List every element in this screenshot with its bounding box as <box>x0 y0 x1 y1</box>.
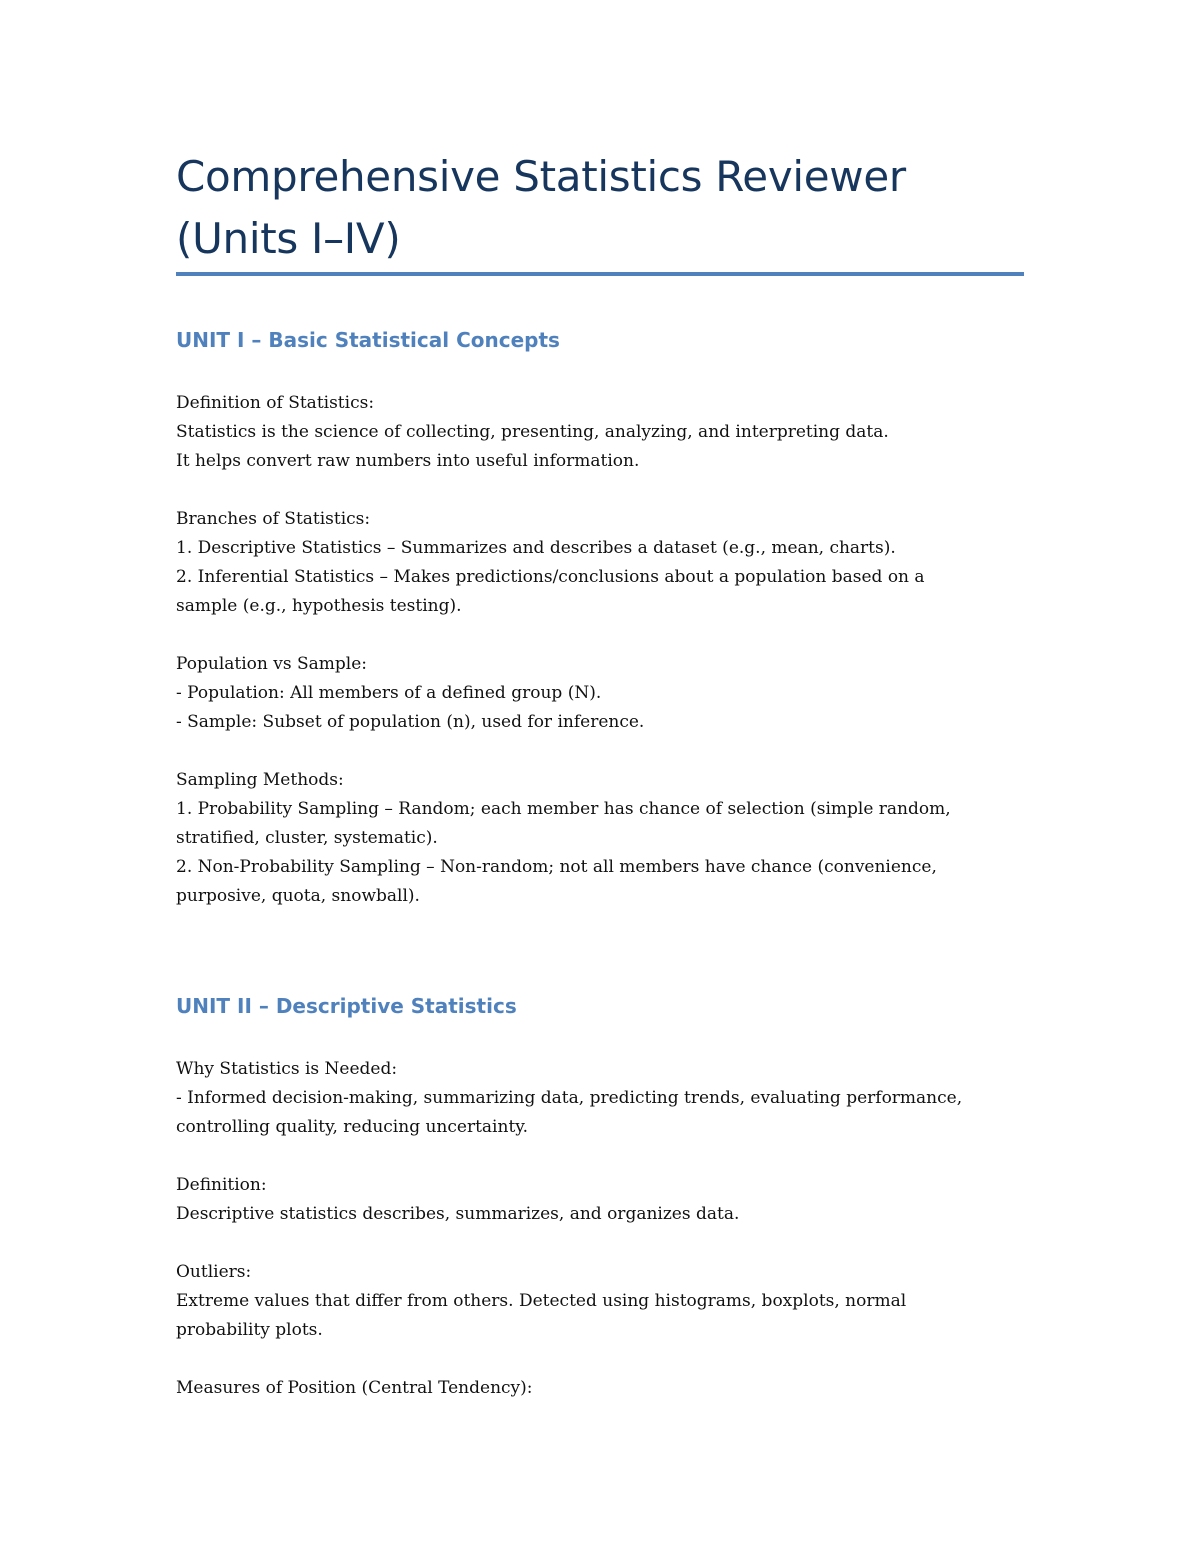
title-underline-rule <box>176 272 1024 276</box>
title-line-2: (Units I–IV) <box>176 214 401 263</box>
unit-2-why-item: - Informed decision-making, summarizing data, predicting trends, evaluating performance, <box>176 1088 963 1108</box>
unit-2-heading: UNIT II – Descriptive Statistics <box>176 994 517 1018</box>
unit-1-sampling-label: Sampling Methods: <box>176 770 344 790</box>
unit-1-sampling-item-cont: stratified, cluster, systematic). <box>176 828 438 848</box>
unit-1-population-item: - Population: All members of a defined group (N). <box>176 683 602 703</box>
unit-2-outliers-text-cont: probability plots. <box>176 1320 323 1340</box>
unit-1-heading: UNIT I – Basic Statistical Concepts <box>176 328 560 352</box>
document-title <box>176 146 1036 270</box>
unit-2-why-item-cont: controlling quality, reducing uncertainty. <box>176 1117 529 1137</box>
unit-1-sampling-item: 1. Probability Sampling – Random; each member has chance of selection (simple random, <box>176 799 951 819</box>
unit-2-outliers-text: Extreme values that differ from others. Detected using histograms, boxplots, normal <box>176 1291 907 1311</box>
unit-2-definition-text: Descriptive statistics describes, summarizes, and organizes data. <box>176 1204 740 1224</box>
unit-1-sample-item: - Sample: Subset of population (n), used for inference. <box>176 712 645 732</box>
unit-1-definition-label: Definition of Statistics: <box>176 393 375 413</box>
unit-1-definition-text: Statistics is the science of collecting, presenting, analyzing, and interpreting data. <box>176 422 889 442</box>
unit-1-branch-item: 2. Inferential Statistics – Makes predictions/conclusions about a population based on a <box>176 567 925 587</box>
unit-1-branch-item: 1. Descriptive Statistics – Summarizes and describes a dataset (e.g., mean, charts). <box>176 538 896 558</box>
unit-2-outliers-label: Outliers: <box>176 1262 252 1282</box>
unit-1-population-label: Population vs Sample: <box>176 654 367 674</box>
unit-1-sampling-item: 2. Non-Probability Sampling – Non-random; not all members have chance (convenience, <box>176 857 937 877</box>
unit-2-definition-label: Definition: <box>176 1175 267 1195</box>
unit-2-why-label: Why Statistics is Needed: <box>176 1059 398 1079</box>
unit-1-branch-item-cont: sample (e.g., hypothesis testing). <box>176 596 462 616</box>
unit-2-position-label: Measures of Position (Central Tendency): <box>176 1378 533 1398</box>
unit-1-branches-label: Branches of Statistics: <box>176 509 371 529</box>
unit-1-sampling-item-cont: purposive, quota, snowball). <box>176 886 420 906</box>
unit-1-definition-text-2: It helps convert raw numbers into useful information. <box>176 451 640 471</box>
title-line-1: Comprehensive Statistics Reviewer <box>176 152 906 201</box>
